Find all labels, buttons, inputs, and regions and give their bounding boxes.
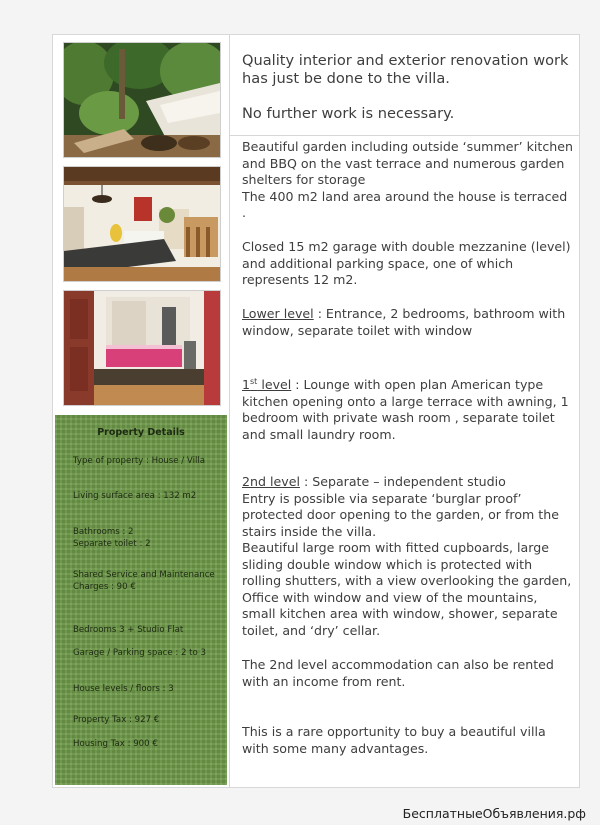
lower-level-text: : Entrance, 2 bedrooms, bathroom with window, separate toilet with window xyxy=(242,306,566,338)
closing-statement: This is a rare opportunity to buy a beautiful villa with some many advantages. xyxy=(242,724,546,756)
garden-terrace-photo xyxy=(63,42,221,158)
second-level-heading-text: : Separate – independent studio xyxy=(299,474,506,489)
first-level-ordinal: st xyxy=(250,377,258,386)
second-level-room-text: Beautiful large room with fitted cupboards, large sliding double window which is protected with rolling shutters, with a view overlooking the garden, Office with window and view of the mountains, small kitchen area with window, shower, separate toilet, and ‘dry’ cellar. xyxy=(242,540,572,638)
first-level-number: 1 xyxy=(242,377,251,393)
living-room-photo xyxy=(63,166,221,282)
fact-living-surface: Living surface area : 132 m2 xyxy=(73,491,197,501)
intro-renovation-text: Quality interior and exterior renovation work has just be done to the villa. xyxy=(242,52,569,87)
property-details-panel xyxy=(55,415,227,785)
fact-property-tax: Property Tax : 927 € xyxy=(73,715,160,725)
fact-garage-parking: Garage / Parking space : 2 to 3 xyxy=(73,648,207,658)
bedroom-photo xyxy=(63,290,221,406)
first-level-text: : Lounge with open plan American type kitchen opening onto a large terrace with awning, 1 bedroom with private wash room , separate toilet and small laundry room. xyxy=(242,377,569,442)
first-level-word: level xyxy=(257,377,292,393)
second-level-description xyxy=(242,474,574,639)
land-area-text: The 400 m2 land area around the house is terraced . xyxy=(242,188,568,220)
fact-bedrooms: Bedrooms 3 + Studio Flat xyxy=(73,625,184,635)
intro-divider xyxy=(230,135,579,136)
fact-type-of-property: Type of property : House / Villa xyxy=(73,456,206,466)
lower-level-description xyxy=(242,306,574,339)
second-level-label: 2nd level xyxy=(242,474,300,489)
garden-text: Beautiful garden including outside ‘summer’ kitchen and BBQ on the vast terrace and numerous garden shelters for storage xyxy=(242,139,574,187)
garden-description xyxy=(242,139,574,222)
second-level-entry-text: Entry is possible via separate ‘burglar proof’ protected door opening to the garden, or from the stairs inside the villa. xyxy=(242,490,559,539)
lower-level-label: Lower level xyxy=(242,306,314,321)
fact-bathrooms: Bathrooms : 2 xyxy=(73,527,134,537)
column-divider xyxy=(229,35,230,787)
first-level-label xyxy=(242,377,291,392)
property-details-title: Property Details xyxy=(97,427,185,438)
first-level-description xyxy=(242,374,574,443)
fact-house-levels: House levels / floors : 3 xyxy=(73,684,174,694)
fact-housing-tax: Housing Tax : 900 € xyxy=(73,739,158,749)
site-watermark: БесплатныеОбъявления.рф xyxy=(402,806,586,821)
intro-no-work-text: No further work is necessary. xyxy=(242,105,455,122)
garage-description: Closed 15 m2 garage with double mezzanine (level) and additional parking space, one of which represents 12 m2. xyxy=(242,239,571,287)
fact-service-charges: Shared Service and Maintenance Charges : 90 € xyxy=(73,570,215,592)
rent-description: The 2nd level accommodation can also be rented with an income from rent. xyxy=(242,657,554,689)
left-column xyxy=(53,35,229,787)
brochure-page xyxy=(52,34,580,788)
fact-separate-toilet: Separate toilet : 2 xyxy=(73,539,151,549)
